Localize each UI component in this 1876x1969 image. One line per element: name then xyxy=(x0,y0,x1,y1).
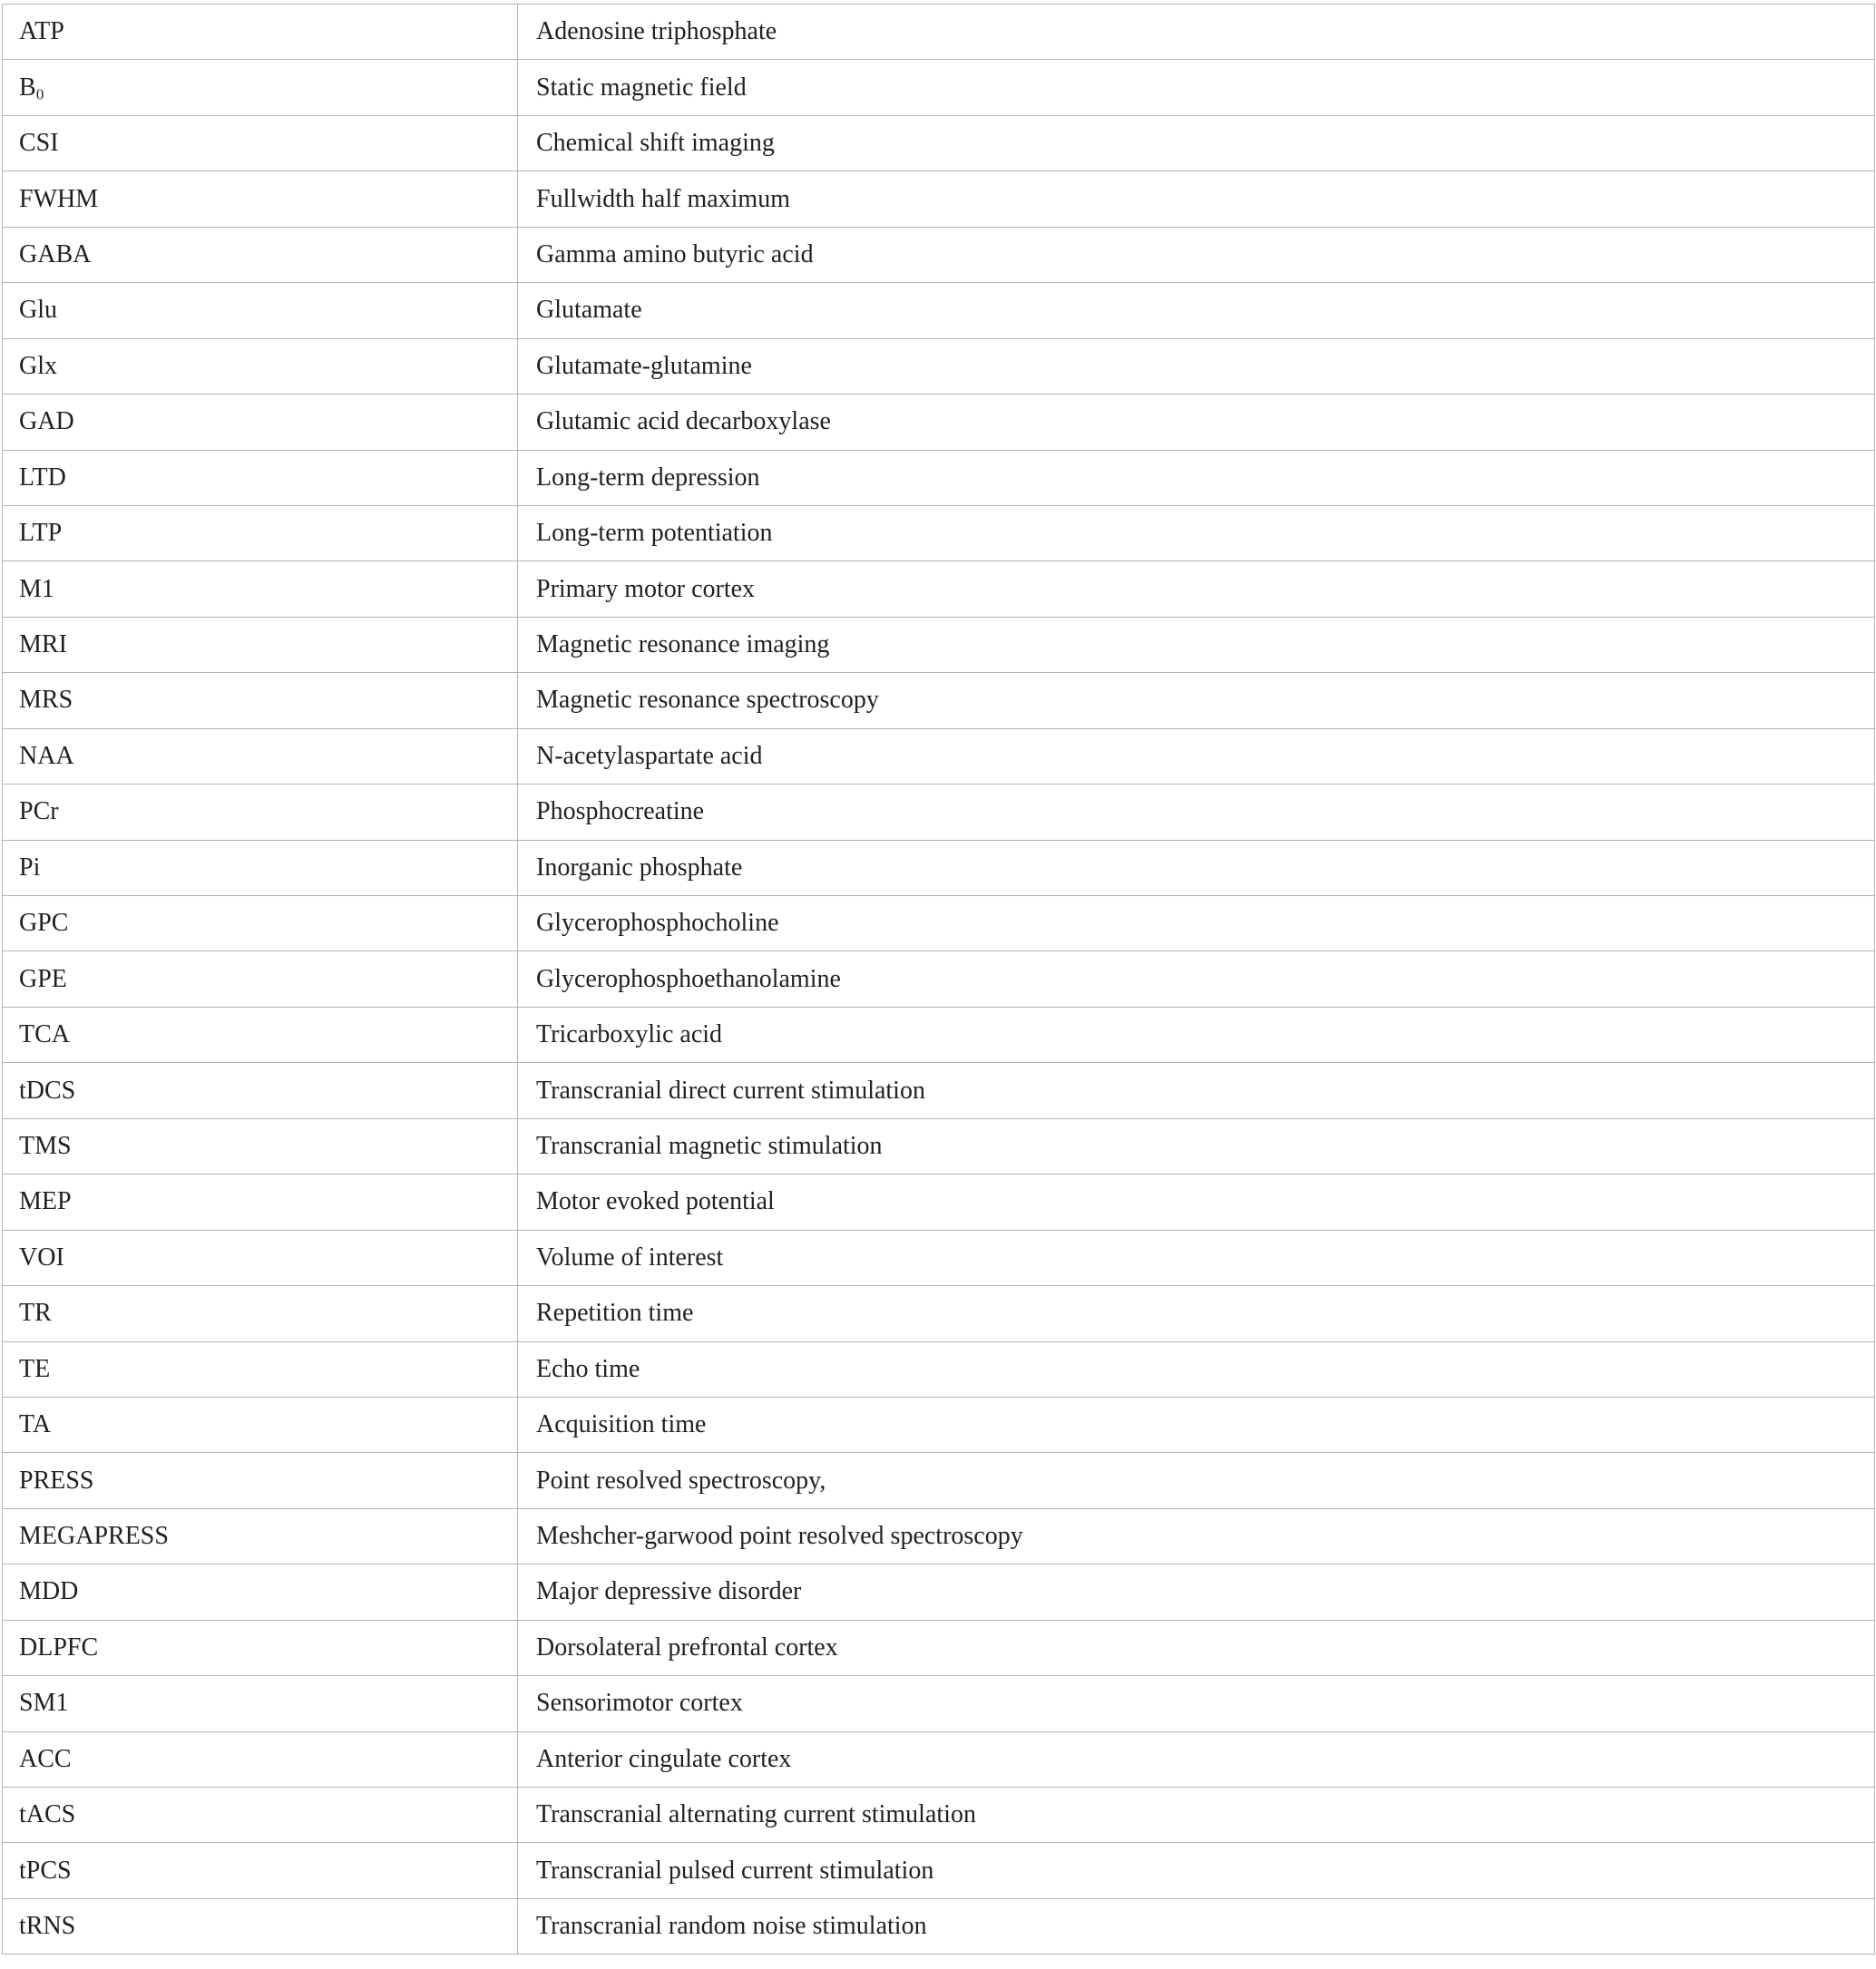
abbreviation-cell xyxy=(3,395,518,450)
definition-cell: Long-term depression xyxy=(518,450,1875,505)
abbreviation-text: TCA xyxy=(19,1020,70,1049)
abbreviations-table xyxy=(2,4,1875,1954)
abbreviation-cell xyxy=(3,1898,518,1954)
table-row xyxy=(3,450,1875,505)
abbreviation-text: LTD xyxy=(19,463,66,492)
definition-cell: Fullwidth half maximum xyxy=(518,171,1875,227)
definition-cell: N-acetylaspartate acid xyxy=(518,728,1875,784)
definition-cell: Transcranial magnetic stimulation xyxy=(518,1118,1875,1174)
definition-cell: Gamma amino butyric acid xyxy=(518,227,1875,282)
table-row xyxy=(3,115,1875,171)
table-row xyxy=(3,1731,1875,1787)
table-row xyxy=(3,1508,1875,1564)
definition-cell: Adenosine triphosphate xyxy=(518,5,1875,60)
abbreviation-cell xyxy=(3,1508,518,1564)
abbreviation-text: tRNS xyxy=(19,1912,76,1941)
abbreviation-text: Glx xyxy=(19,351,57,380)
table-row xyxy=(3,1341,1875,1397)
table-row xyxy=(3,1788,1875,1843)
table-row xyxy=(3,561,1875,617)
definition-cell: Dorsolateral prefrontal cortex xyxy=(518,1620,1875,1675)
definition-cell: Phosphocreatine xyxy=(518,785,1875,840)
table-row xyxy=(3,1063,1875,1118)
abbreviation-text: Pi xyxy=(19,853,41,882)
abbreviation-text: PRESS xyxy=(19,1466,94,1495)
abbreviation-cell xyxy=(3,505,518,560)
abbreviation-text: PCr xyxy=(19,797,59,826)
abbreviation-text: MRS xyxy=(19,686,73,715)
abbreviation-text: NAA xyxy=(19,741,74,770)
definition-cell: Transcranial direct current stimulation xyxy=(518,1063,1875,1118)
abbreviation-cell xyxy=(3,785,518,840)
abbreviation-cell xyxy=(3,171,518,227)
table-row xyxy=(3,1564,1875,1620)
abbreviation-cell xyxy=(3,60,518,115)
abbreviation-text: tPCS xyxy=(19,1856,72,1885)
table-row xyxy=(3,896,1875,951)
abbreviation-text: B xyxy=(19,73,36,102)
abbreviation-text: DLPFC xyxy=(19,1633,99,1662)
abbreviation-text: FWHM xyxy=(19,184,99,213)
abbreviation-cell xyxy=(3,283,518,338)
abbreviation-cell xyxy=(3,1564,518,1620)
definition-cell: Repetition time xyxy=(518,1286,1875,1341)
abbreviation-cell xyxy=(3,115,518,171)
abbreviation-text: SM1 xyxy=(19,1689,69,1718)
abbreviation-cell xyxy=(3,1286,518,1341)
abbreviation-text: tACS xyxy=(19,1800,76,1829)
abbreviation-cell xyxy=(3,951,518,1007)
abbreviation-text: MEGAPRESS xyxy=(19,1522,169,1551)
abbreviation-cell xyxy=(3,728,518,784)
definition-cell: Transcranial alternating current stimulation xyxy=(518,1788,1875,1843)
abbreviation-cell xyxy=(3,1843,518,1898)
table-row xyxy=(3,171,1875,227)
definition-cell: Motor evoked potential xyxy=(518,1175,1875,1230)
abbreviation-text: CSI xyxy=(19,129,59,158)
table-row xyxy=(3,1676,1875,1731)
table-row xyxy=(3,1620,1875,1675)
abbreviation-cell xyxy=(3,1007,518,1062)
abbreviation-text: LTP xyxy=(19,519,63,548)
abbreviation-text: TMS xyxy=(19,1131,72,1160)
table-row xyxy=(3,1230,1875,1285)
abbreviation-cell xyxy=(3,1341,518,1397)
definition-cell: Anterior cingulate cortex xyxy=(518,1731,1875,1787)
abbreviation-cell xyxy=(3,896,518,951)
definition-cell: Volume of interest xyxy=(518,1230,1875,1285)
abbreviation-cell xyxy=(3,450,518,505)
table-row xyxy=(3,5,1875,60)
definition-cell: Point resolved spectroscopy, xyxy=(518,1453,1875,1508)
abbreviation-cell xyxy=(3,1118,518,1174)
abbreviation-text: tDCS xyxy=(19,1076,76,1105)
definition-cell: Glutamate-glutamine xyxy=(518,338,1875,394)
abbreviation-cell xyxy=(3,617,518,672)
table-row xyxy=(3,1453,1875,1508)
definition-cell: Chemical shift imaging xyxy=(518,115,1875,171)
table-row xyxy=(3,338,1875,394)
table-row xyxy=(3,60,1875,115)
abbreviation-cell xyxy=(3,1063,518,1118)
table-row xyxy=(3,1007,1875,1062)
abbreviation-cell xyxy=(3,1788,518,1843)
abbreviation-cell xyxy=(3,1453,518,1508)
abbreviation-cell xyxy=(3,561,518,617)
abbreviation-text: TR xyxy=(19,1299,52,1328)
definition-cell: Static magnetic field xyxy=(518,60,1875,115)
table-row xyxy=(3,728,1875,784)
table-row xyxy=(3,283,1875,338)
abbreviation-cell xyxy=(3,1676,518,1731)
abbreviation-cell xyxy=(3,840,518,895)
abbreviations-table-body xyxy=(3,5,1875,1954)
table-row xyxy=(3,840,1875,895)
definition-cell: Tricarboxylic acid xyxy=(518,1007,1875,1062)
table-row xyxy=(3,227,1875,282)
abbreviation-text: GAD xyxy=(19,407,74,436)
definition-cell: Major depressive disorder xyxy=(518,1564,1875,1620)
definition-cell: Magnetic resonance spectroscopy xyxy=(518,673,1875,728)
definition-cell: Long-term potentiation xyxy=(518,505,1875,560)
abbreviation-text: ACC xyxy=(19,1744,72,1773)
abbreviation-text: MEP xyxy=(19,1187,72,1216)
table-row xyxy=(3,617,1875,672)
abbreviation-text: GPC xyxy=(19,909,69,938)
definition-cell: Transcranial pulsed current stimulation xyxy=(518,1843,1875,1898)
table-row xyxy=(3,1175,1875,1230)
abbreviation-cell xyxy=(3,338,518,394)
definition-cell: Glycerophosphocholine xyxy=(518,896,1875,951)
definition-cell: Meshcher-garwood point resolved spectroscopy xyxy=(518,1508,1875,1564)
abbreviation-cell xyxy=(3,227,518,282)
abbreviation-text: MDD xyxy=(19,1577,79,1606)
abbreviation-text: GABA xyxy=(19,239,92,268)
table-row xyxy=(3,1898,1875,1954)
definition-cell: Glutamate xyxy=(518,283,1875,338)
definition-cell: Primary motor cortex xyxy=(518,561,1875,617)
abbreviation-cell xyxy=(3,1230,518,1285)
table-row xyxy=(3,1286,1875,1341)
table-row xyxy=(3,1118,1875,1174)
definition-cell: Transcranial random noise stimulation xyxy=(518,1898,1875,1954)
table-row xyxy=(3,1397,1875,1452)
definition-cell: Acquisition time xyxy=(518,1397,1875,1452)
abbreviation-text: MRI xyxy=(19,630,67,659)
definition-cell: Sensorimotor cortex xyxy=(518,1676,1875,1731)
abbreviation-text: M1 xyxy=(19,574,54,603)
definition-cell: Inorganic phosphate xyxy=(518,840,1875,895)
table-row xyxy=(3,1843,1875,1898)
table-row xyxy=(3,951,1875,1007)
abbreviation-text: Glu xyxy=(19,296,57,325)
definition-cell: Glutamic acid decarboxylase xyxy=(518,395,1875,450)
definition-cell: Glycerophosphoethanolamine xyxy=(518,951,1875,1007)
abbreviation-text: GPE xyxy=(19,964,67,993)
abbreviation-cell xyxy=(3,1731,518,1787)
definition-cell: Magnetic resonance imaging xyxy=(518,617,1875,672)
abbreviation-cell xyxy=(3,1175,518,1230)
table-row xyxy=(3,673,1875,728)
abbreviation-cell xyxy=(3,1620,518,1675)
table-row xyxy=(3,785,1875,840)
definition-cell: Echo time xyxy=(518,1341,1875,1397)
abbreviation-cell xyxy=(3,1397,518,1452)
abbreviation-cell xyxy=(3,5,518,60)
abbreviation-text: ATP xyxy=(19,17,64,46)
abbreviation-text: VOI xyxy=(19,1243,64,1272)
table-row xyxy=(3,505,1875,560)
abbreviation-cell xyxy=(3,673,518,728)
abbreviation-text: TA xyxy=(19,1410,52,1439)
abbreviation-subscript: 0 xyxy=(35,84,44,102)
table-row xyxy=(3,395,1875,450)
abbreviation-text: TE xyxy=(19,1354,51,1383)
